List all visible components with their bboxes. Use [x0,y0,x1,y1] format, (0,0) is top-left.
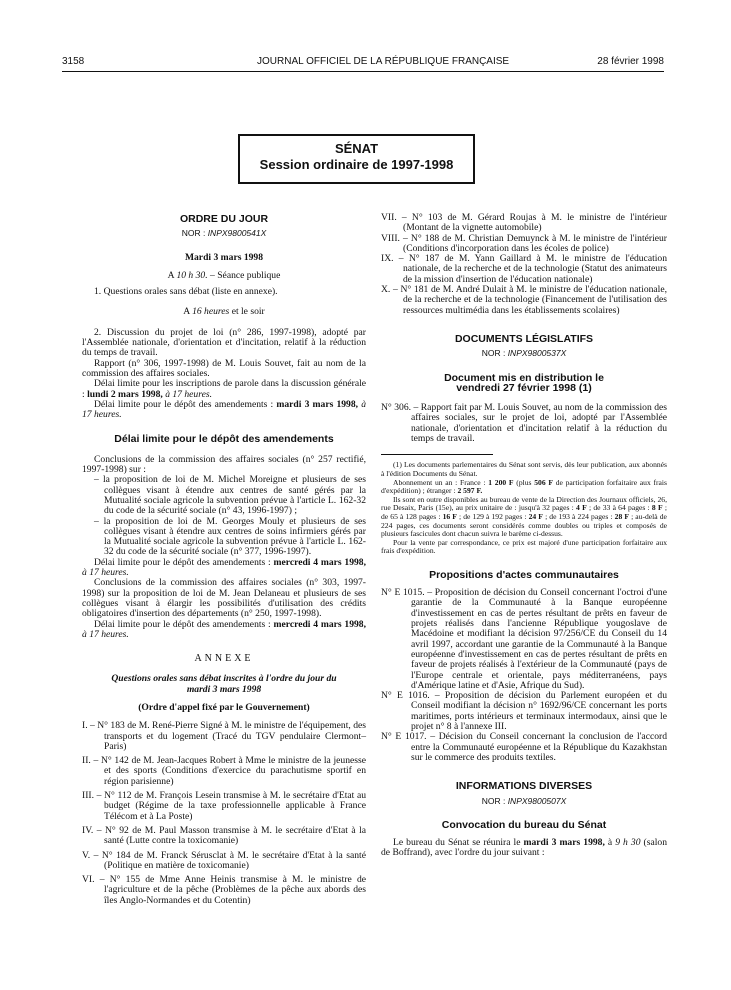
delai-amendements-3: Délai limite pour le dépôt des amendements : mercredi 4 mars 1998, à 17 heures. [82,618,366,640]
question-item: III. – N° 112 de M. François Lesein transmise à M. le secrétaire d'Etat au budget (Régime de la taxe professionnelle applicable à France Télécom et à La Poste) [82,790,366,822]
ordre-appel: (Ordre d'appel fixé par le Gouvernement) [138,701,310,713]
header-rule [62,71,664,72]
footnote-1: (1) Les documents parlementaires du Sénat sont servis, dès leur publication, aux abonnés à l'édition Documents du Sénat. [381,460,667,478]
issue-date: 28 février 1998 [597,56,664,67]
distribution-title: Document mis en distribution le vendredi 27 février 1998 (1) [444,371,604,394]
footnote-rule [381,454,493,455]
propositions-heading: Propositions d'actes communautaires [429,568,619,581]
bureau-paragraph: Le bureau du Sénat se réunira le mardi 3 mars 1998, à 9 h 30 (salon de Boffrand), avec l'ordre du jour suivant : [381,837,667,859]
session-time-1: A 10 h 30. – Séance publique [167,269,281,281]
question-item: X. – N° 181 de M. André Dulait à M. le ministre de l'éducation nationale, de la recherche et de la technologie (Financement de l'utilisation des ressources multimédia dans les établissements scolaires) [381,284,667,316]
page-number: 3158 [62,56,85,67]
dash-item-1: – la proposition de loi de M. Michel Moreigne et plusieurs de ses collègues visant à étendre aux centres de santé gérés par la Mutualité sociale agricole la subvention prévue à l'article L. 162-32 du code de la sécurité sociale (n° 43, 1996-1997) ; [94,474,366,517]
footnote-2: Abonnement un an : France : 1 200 F (plus 506 F de participation forfaitaire aux frais d'expédition) ; étranger : 2 597 F. [381,477,667,496]
journal-title: JOURNAL OFFICIEL DE LA RÉPUBLIQUE FRANÇAISE [257,56,510,67]
question-item: I. – N° 183 de M. René-Pierre Signé à M. le ministre de l'équipement, des transports et du logement (Tracé du TGV pendulaire Clermont–Paris) [82,720,366,752]
acte-e1016: N° E 1016. – Proposition de décision du Parlement européen et du Conseil modifiant la décision n° 1692/96/CE concernant les ports maritimes, ports intérieurs et terminaux intermodaux, ainsi que le projet n° 8 à l'annexe III. [381,690,667,733]
nor-line: NOR : INPX9800541X [181,228,267,239]
question-item: IX. – N° 187 de M. Yann Gaillard à M. le ministre de l'éducation nationale, de la recherche et de la technologie (Statut des animateurs de la mission d'insertion de l'éducation nationale) [381,253,667,285]
docs-nor: NOR : INPX9800537X [481,348,567,359]
acte-e1017: N° E 1017. – Décision du Conseil concernant la conclusion de l'accord entre la Communauté européenne et la République du Kazakhstan sur le commerce des produits textiles. [381,731,667,763]
questions-title: Questions orales sans débat inscrites à l'ordre du jour du mardi 3 mars 1998 [111,673,337,695]
question-item: IV. – N° 92 de M. Paul Masson transmise à M. le secrétaire d'Etat à la santé (Lutte contre la toxicomanie) [82,824,366,847]
dash-item-2: – la proposition de loi de M. Georges Mouly et plusieurs de ses collègues visant à étendre aux centres de soins infirmiers gérés par la Mutualité sociale agricole la subvention prévue à l'article L. 162-32 du code de la sécurité sociale (n° 377, 1996-1997). [94,515,366,558]
banner-title: SÉNAT [334,141,379,156]
question-item: VIII. – N° 188 de M. Christian Demuynck à M. le ministre de l'intérieur (Conditions d'incorporation dans les écoles de police) [381,232,667,254]
ordre-du-jour-heading: ORDRE DU JOUR [179,213,269,225]
delai-amendements-1: Délai limite pour le dépôt des amendements : mardi 3 mars 1998, à 17 heures. [82,398,366,421]
agenda-item-2: 2. Discussion du projet de loi (n° 286, 1997-1998), adopté par l'Assemblée nationale, d'orientation et d'incitation, relatif à la réduction du temps de travail. [82,326,366,359]
delai-amendements-2: Délai limite pour le dépôt des amendements : mercredi 4 mars 1998, à 17 heures. [82,556,366,579]
agenda-item-1: 1. Questions orales sans débat (liste en annexe). [94,286,278,298]
question-item: VI. – N° 155 de Mme Anne Heinis transmise à M. le ministre de l'agriculture et de la pêche (Problèmes de la pêche aux abords des îles Anglo-Normandes et du Cotentin) [82,874,366,906]
day-heading: Mardi 3 mars 1998 [184,251,264,263]
rapport-paragraph: Rapport (n° 306, 1997-1998) de M. Louis Souvet, fait au nom de la commission des affaires sociales. [82,357,366,379]
info-nor: NOR : INPX9800507X [481,795,567,806]
left-column [82,214,366,906]
footnote-3: Ils sont en outre disponibles au bureau de vente de la Direction des Journaux officiels, 26, rue Desaix, Paris (15e), au prix unitaire de : jusqu'à 32 pages : 4 F ; de 33 à 64 pages : 8 F ; de 65 à 128 pages : 16 F ; de 129 à 192 pages : 24 F ; de 193 à 224 pages : 28 F ; au-delà de 224 pages, ces documents seront considérés comme doubles ou triples et composés de plusieurs fascicules dont chacun suivra le barème ci-dessus. [381,494,667,539]
question-item: V. – N° 184 de M. Franck Sérusclat à M. le secrétaire d'Etat à la santé (Politique en matière de toxicomanie) [82,849,366,871]
acte-e1015: N° E 1015. – Proposition de décision du Conseil concernant l'octroi d'une garantie de la Communauté à la Banque européenne d'investissement en cas de pertes résultant de prêts en faveur de projets réalisés dans l'ancienne République yougoslave de Macédoine et modifiant la décision 97/256/CE du Conseil du 14 avril 1997, accordant une garantie de la Communauté à la Banque européenne d'investissement en cas de pertes résultant de prêts en faveur de projets réalisés à l'extérieur de la Communauté (pays de l'Europe centrale et orientale, pays méditerranéens, pays d'Amérique latine et d'Asie, Afrique du Sud). [381,587,667,691]
question-item: VII. – N° 103 de M. Gérard Roujas à M. le ministre de l'intérieur (Montant de la vignette automobile) [381,212,667,234]
annexe-heading: ANNEXE [194,653,254,665]
banner-subtitle: Session ordinaire de 1997-1998 [259,157,454,172]
running-header [62,56,664,70]
right-column [381,213,667,859]
conclusions-1: Conclusions de la commission des affaires sociales (n° 257 rectifié, 1997-1998) sur : [82,453,366,476]
question-item: II. – N° 142 de M. Jean-Jacques Robert à Mme le ministre de la jeunesse et des sports (Conditions d'exercice du parachutisme sportif en région parisienne) [82,755,366,787]
informations-heading: INFORMATIONS DIVERSES [455,780,593,793]
bureau-heading: Convocation du bureau du Sénat [441,818,607,831]
session-time-2: A 16 heures et le soir [183,306,265,318]
delai-section-heading: Délai limite pour le dépôt des amendements [114,433,334,446]
document-306: N° 306. – Rapport fait par M. Louis Souvet, au nom de la commission des affaires sociales, sur le projet de loi, adopté par l'Assemblée nationale, d'orientation et d'incitation relatif à la réduction du temps de travail. [381,402,667,445]
delai-parole: Délai limite pour les inscriptions de parole dans la discussion générale : lundi 2 mars 1998, à 17 heures. [82,378,366,400]
footnote-4: Pour la vente par correspondance, ce prix est majoré d'une participation forfaitaire aux frais d'expédition. [381,537,667,556]
senat-banner [238,134,475,184]
conclusions-2: Conclusions de la commission des affaires sociales (n° 303, 1997-1998) sur la proposition de loi de M. Jean Delaneau et plusieurs de ses collègues visant à élargir les possibilités d'utilisation des crédits obligatoires d'insertion des départements (n° 250, 1997-1998). [82,577,366,620]
question-list [82,721,366,906]
documents-heading: DOCUMENTS LÉGISLATIFS [454,332,594,345]
